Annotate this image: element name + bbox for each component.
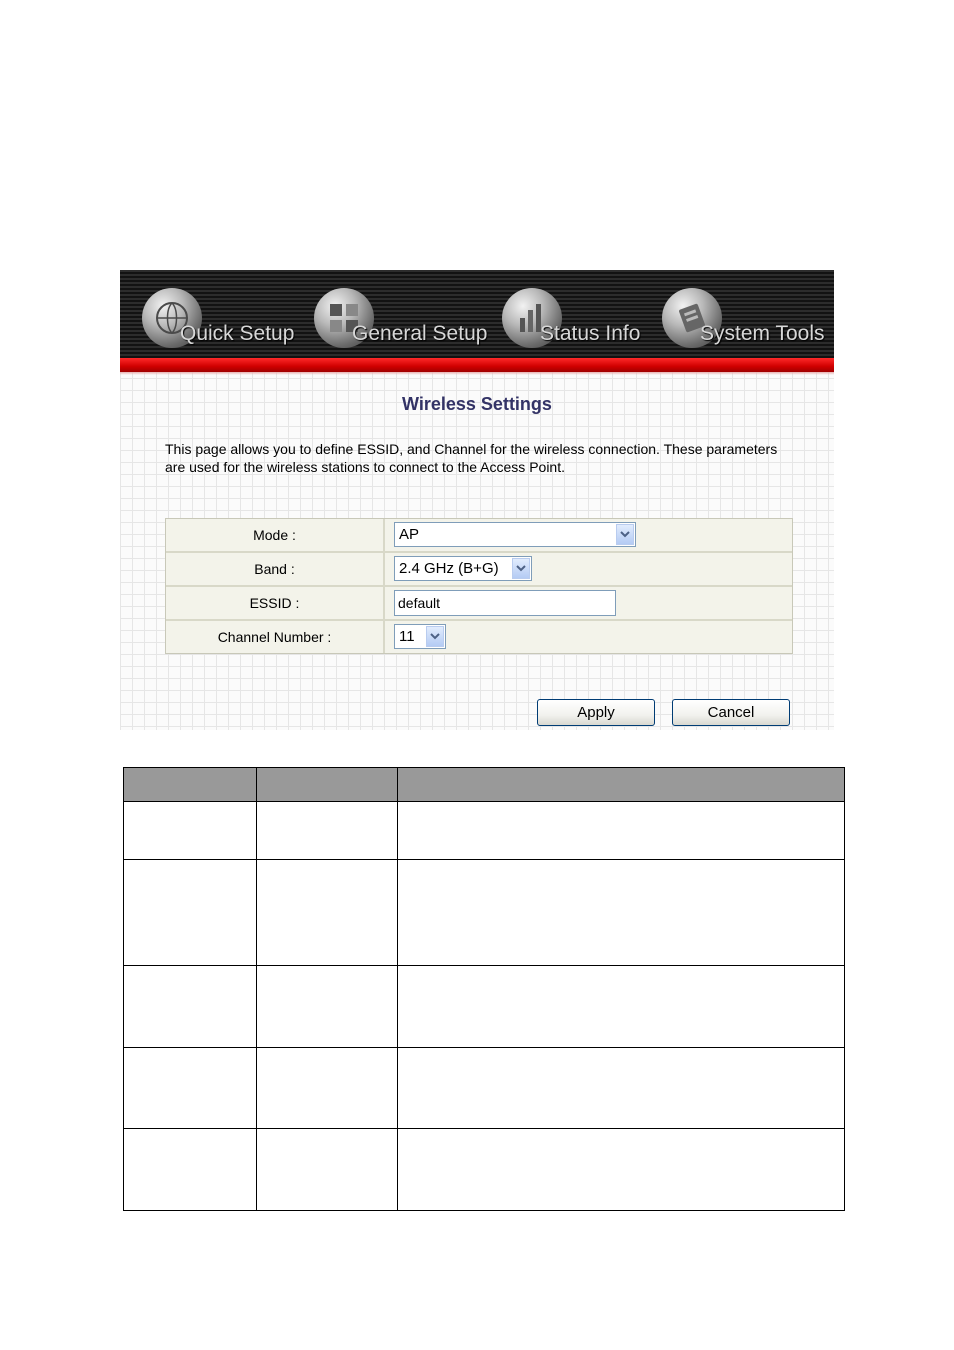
nav-label: General Setup	[352, 322, 488, 345]
form-row-essid	[166, 587, 792, 619]
channel-label: Channel Number :	[166, 621, 385, 653]
red-divider-bar	[120, 358, 834, 372]
table-cell	[398, 860, 845, 966]
table-cell	[257, 802, 398, 860]
parameter-table	[123, 767, 845, 1211]
mode-select-value: AP	[399, 526, 420, 543]
chevron-down-icon	[426, 626, 444, 647]
table-cell	[257, 860, 398, 966]
table-cell	[398, 966, 845, 1048]
table-cell	[124, 1129, 257, 1211]
form-row-mode	[166, 519, 792, 551]
mode-label: Mode :	[166, 519, 385, 551]
cancel-button[interactable]: Cancel	[672, 699, 790, 726]
table-header-cell	[124, 768, 257, 802]
chevron-down-icon	[616, 524, 634, 545]
router-admin-screenshot	[120, 270, 834, 730]
table-row	[124, 802, 845, 860]
essid-input[interactable]	[394, 590, 616, 616]
mode-select[interactable]	[394, 522, 636, 547]
table-header-row	[124, 768, 845, 802]
wireless-settings-form	[165, 518, 793, 654]
table-header-cell	[398, 768, 845, 802]
chevron-down-icon	[512, 558, 530, 579]
table-cell	[398, 802, 845, 860]
table-cell	[398, 1048, 845, 1129]
nav-label: Quick Setup	[180, 322, 295, 345]
table-row	[124, 1129, 845, 1211]
channel-select[interactable]	[394, 624, 446, 649]
table-row	[124, 966, 845, 1048]
table-row	[124, 1048, 845, 1129]
table-row	[124, 860, 845, 966]
band-label: Band :	[166, 553, 385, 585]
table-cell	[398, 1129, 845, 1211]
channel-select-value: 11	[399, 628, 415, 645]
nav-label: System Tools	[700, 322, 825, 345]
form-row-band	[166, 553, 792, 585]
top-navigation	[120, 270, 834, 358]
apply-button[interactable]: Apply	[537, 699, 655, 726]
table-cell	[124, 966, 257, 1048]
form-row-channel	[166, 621, 792, 653]
table-cell	[124, 802, 257, 860]
band-select-value: 2.4 GHz (B+G)	[399, 560, 499, 577]
table-cell	[257, 966, 398, 1048]
page-description: This page allows you to define ESSID, and Channel for the wireless connection. These parameters are used for the wireless stations to connect to the Access Point.	[165, 441, 778, 475]
table-header-cell	[257, 768, 398, 802]
band-select[interactable]	[394, 556, 532, 581]
table-cell	[124, 860, 257, 966]
table-cell	[257, 1129, 398, 1211]
essid-label: ESSID :	[166, 587, 385, 619]
table-cell	[124, 1048, 257, 1129]
table-cell	[257, 1048, 398, 1129]
page-title: Wireless Settings	[402, 394, 552, 414]
nav-label: Status Info	[540, 322, 641, 345]
